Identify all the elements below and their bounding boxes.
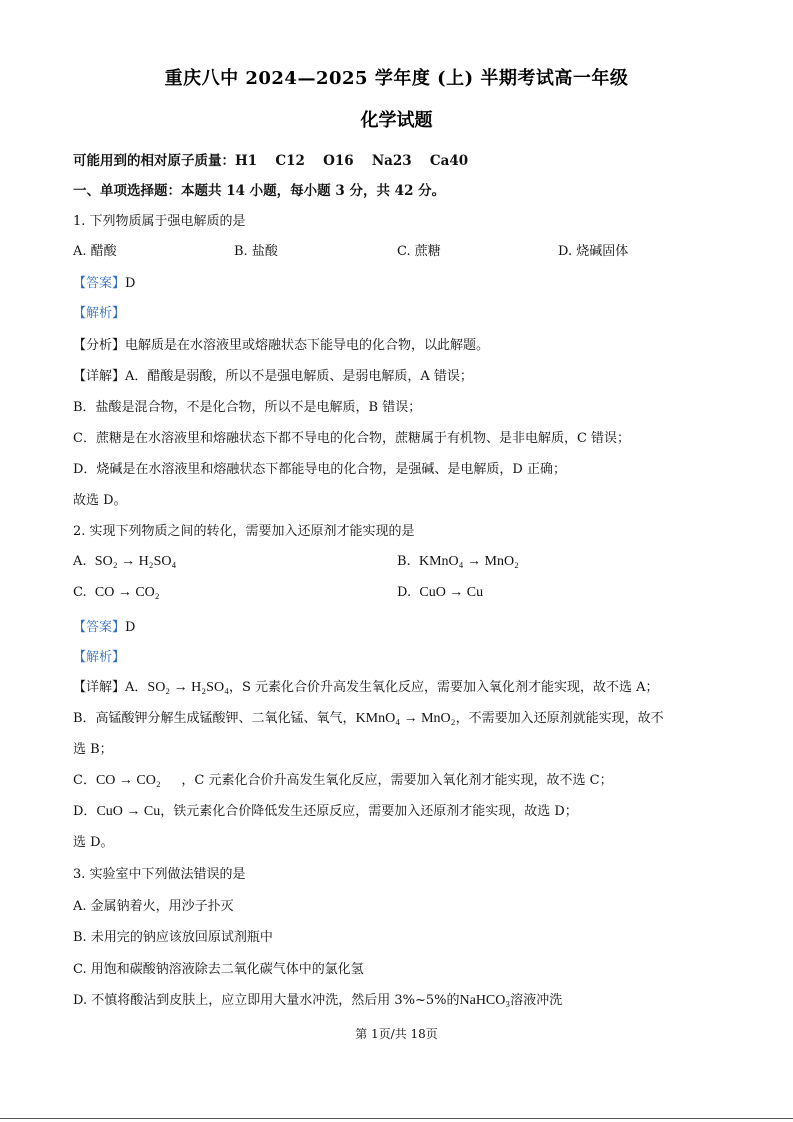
q1-analysis-tag: 【解析】 [73,306,126,321]
q1-option-b: B. 盐酸 [234,244,278,259]
fenxi-text: 电解质是在水溶液里或熔融状态下能导电的化合物，以此解题。 [125,338,490,353]
detail-tag: 【详解】 [73,369,126,384]
q2-detail-a [73,679,659,697]
q2-detail-b [73,710,664,728]
q3-option-a: A. 金属钠着火，用沙子扑灭 [73,899,234,914]
answer-tag: 【答案】 [73,276,126,291]
formula: CO → CO₂ [94,585,160,600]
detail-text: ，铁元素化合价降低发生还原反应，需要加入还原剂才能实现，故选 D； [160,804,578,819]
detail-text: B．高锰酸钾分解生成锰酸钾、二氧化锰、氧气， [73,711,356,726]
fenxi-tag: 【分析】 [73,338,126,353]
q3-option-c: C. 用饱和碳酸钠溶液除去二氧化碳气体中的氯化氢 [73,962,364,977]
q3-option-d [73,992,562,1010]
q2-detail-d [73,803,578,821]
formula: CuO → Cu [96,804,161,819]
q2-detail-b-cont: 选 B； [73,742,113,757]
detail-prefix: A． [125,680,148,695]
q3-option-b: B. 未用完的钠应该放回原试剂瓶中 [73,930,273,945]
q1-answer [73,275,135,293]
q2-option-b [397,553,519,571]
option-text: 溶液冲洗 [510,993,563,1008]
q2-answer [73,619,135,637]
q1-option-c: C. 蔗糖 [397,244,441,259]
page-footer: 第 1页/共 18页 [355,1027,438,1041]
formula: KMnO₄ → MnO₂ [355,711,456,726]
q1-option-d: D. 烧碱固体 [558,244,629,259]
formula: CuO → Cu [419,585,484,600]
q1-option-a: A. 醋酸 [73,244,117,259]
q1-detail-c: C．蔗糖是在水溶液里和熔融状态下都不导电的化合物，蔗糖属于有机物、是非电解质，C 错误； [73,431,631,446]
formula: CO → CO₂ [95,773,161,788]
detail-prefix: D． [73,804,97,819]
detail-text: ，S 元素化合价升高发生氧化反应，需要加入氧化剂才能实现，故不选 A； [228,680,659,695]
q2-option-c [73,584,160,602]
q1-detail-d: D．烧碱是在水溶液里和熔融状态下都能导电的化合物，是强碱、是电解质，D 正确； [73,462,566,477]
detail-text: A．醋酸是弱酸，所以不是强电解质、是弱电解质，A 错误； [125,369,473,384]
option-label: B. [397,554,411,569]
atomic-masses: 可能用到的相对原子质量：H1 C12 O16 Na23 Ca40 [73,153,469,169]
detail-text: ，C 元素化合价升高发生氧化反应，需要加入氧化剂才能实现，故不选 C； [181,773,613,788]
q2-option-a [73,553,176,571]
bottom-divider [0,1118,793,1119]
q1-fenxi [73,337,489,355]
answer-value: D [125,276,136,291]
section-heading: 一、单项选择题：本题共 14 小题，每小题 3 分，共 42 分。 [73,183,446,199]
detail-prefix: C． [73,773,96,788]
option-label: D. [397,585,412,600]
q2-detail-c [73,772,613,790]
subject-title: 化学试题 [360,110,433,131]
detail-text: ，不需要加入还原剂就能实现，故不 [455,711,664,726]
option-label: C. [73,585,87,600]
answer-value: D [125,620,136,635]
page-title: 重庆八中 2024—2025 学年度 (上) 半期考试高一年级 [164,68,629,89]
formula: SO₂ → H₂SO₄ [147,680,229,695]
q2-analysis-tag: 【解析】 [73,650,126,665]
formula: NaHCO₃ [459,993,511,1008]
q2-stem: 2. 实现下列物质之间的转化，需要加入还原剂才能实现的是 [73,524,415,539]
option-label: A. [73,554,87,569]
detail-tag: 【详解】 [73,680,126,695]
q1-conclusion: 故选 D。 [73,493,127,508]
option-text: D. 不慎将酸沾到皮肤上，应立即用大量水冲洗，然后用 3%~5%的 [73,993,460,1008]
formula: SO₂ → H₂SO₄ [94,554,177,569]
q1-detail-b: B．盐酸是混合物，不是化合物，所以不是电解质，B 错误； [73,400,422,415]
q2-option-d [397,584,483,602]
answer-tag: 【答案】 [73,620,126,635]
q1-detail-a [73,368,473,386]
q1-stem: 1. 下列物质属于强电解质的是 [73,214,246,229]
q3-stem: 3. 实验室中下列做法错误的是 [73,867,246,882]
q2-conclusion: 选 D。 [73,835,114,850]
formula: KMnO₄ → MnO₂ [418,554,519,569]
